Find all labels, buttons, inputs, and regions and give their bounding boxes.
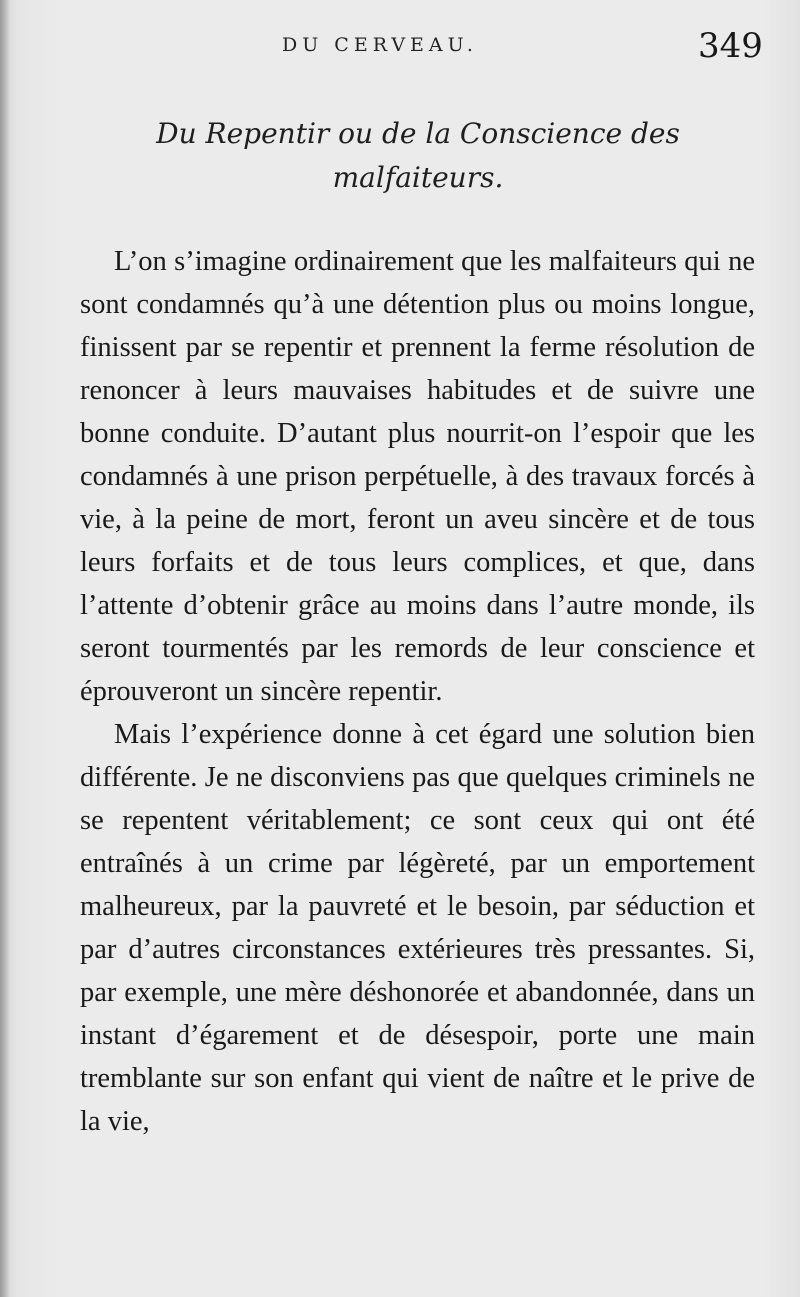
paragraph-2: Mais l’expérience donne à cet égard une solution bien différente. Je ne disconviens pas que quelques criminels ne se repentent véritablement; ce sont ceux qui ont été entraînés à un crime par légèreté, par un emportement malheureux, par la pauvreté et le besoin, par séduction et par d’autres circonstances extérieures très pressantes. Si, par exemple, une mère déshonorée et abandonnée, dans un instant d’égarement et de désespoir, porte une main tremblante sur son enfant qui vient de naître et le prive de la vie, <box>80 719 755 1137</box>
running-head <box>0 28 800 68</box>
section-title: Du Repentir ou de la Conscience des malfaiteurs. <box>156 117 680 194</box>
page-number: 349 <box>698 26 763 66</box>
binding-shadow <box>0 0 10 1297</box>
paragraph-1: L’on s’imagine ordinairement que les malfaiteurs qui ne sont condamnés qu’à une détention plus ou moins longue, finissent par se repentir et prennent la ferme résolution de renoncer à leurs mauvaises habitudes et de suivre une bonne conduite. D’autant plus nourrit-on l’espoir que les condamnés à une prison perpétuelle, à des travaux forcés à vie, à la peine de mort, feront un aveu sincère et de tous leurs forfaits et de tous leurs complices, et que, dans l’attente d’obtenir grâce au moins dans l’autre monde, ils seront tourmentés par les remords de leur conscience et éprouveront un sincère repentir. <box>80 246 755 707</box>
running-title: DU CERVEAU. <box>282 34 478 56</box>
body-text <box>80 240 755 1143</box>
